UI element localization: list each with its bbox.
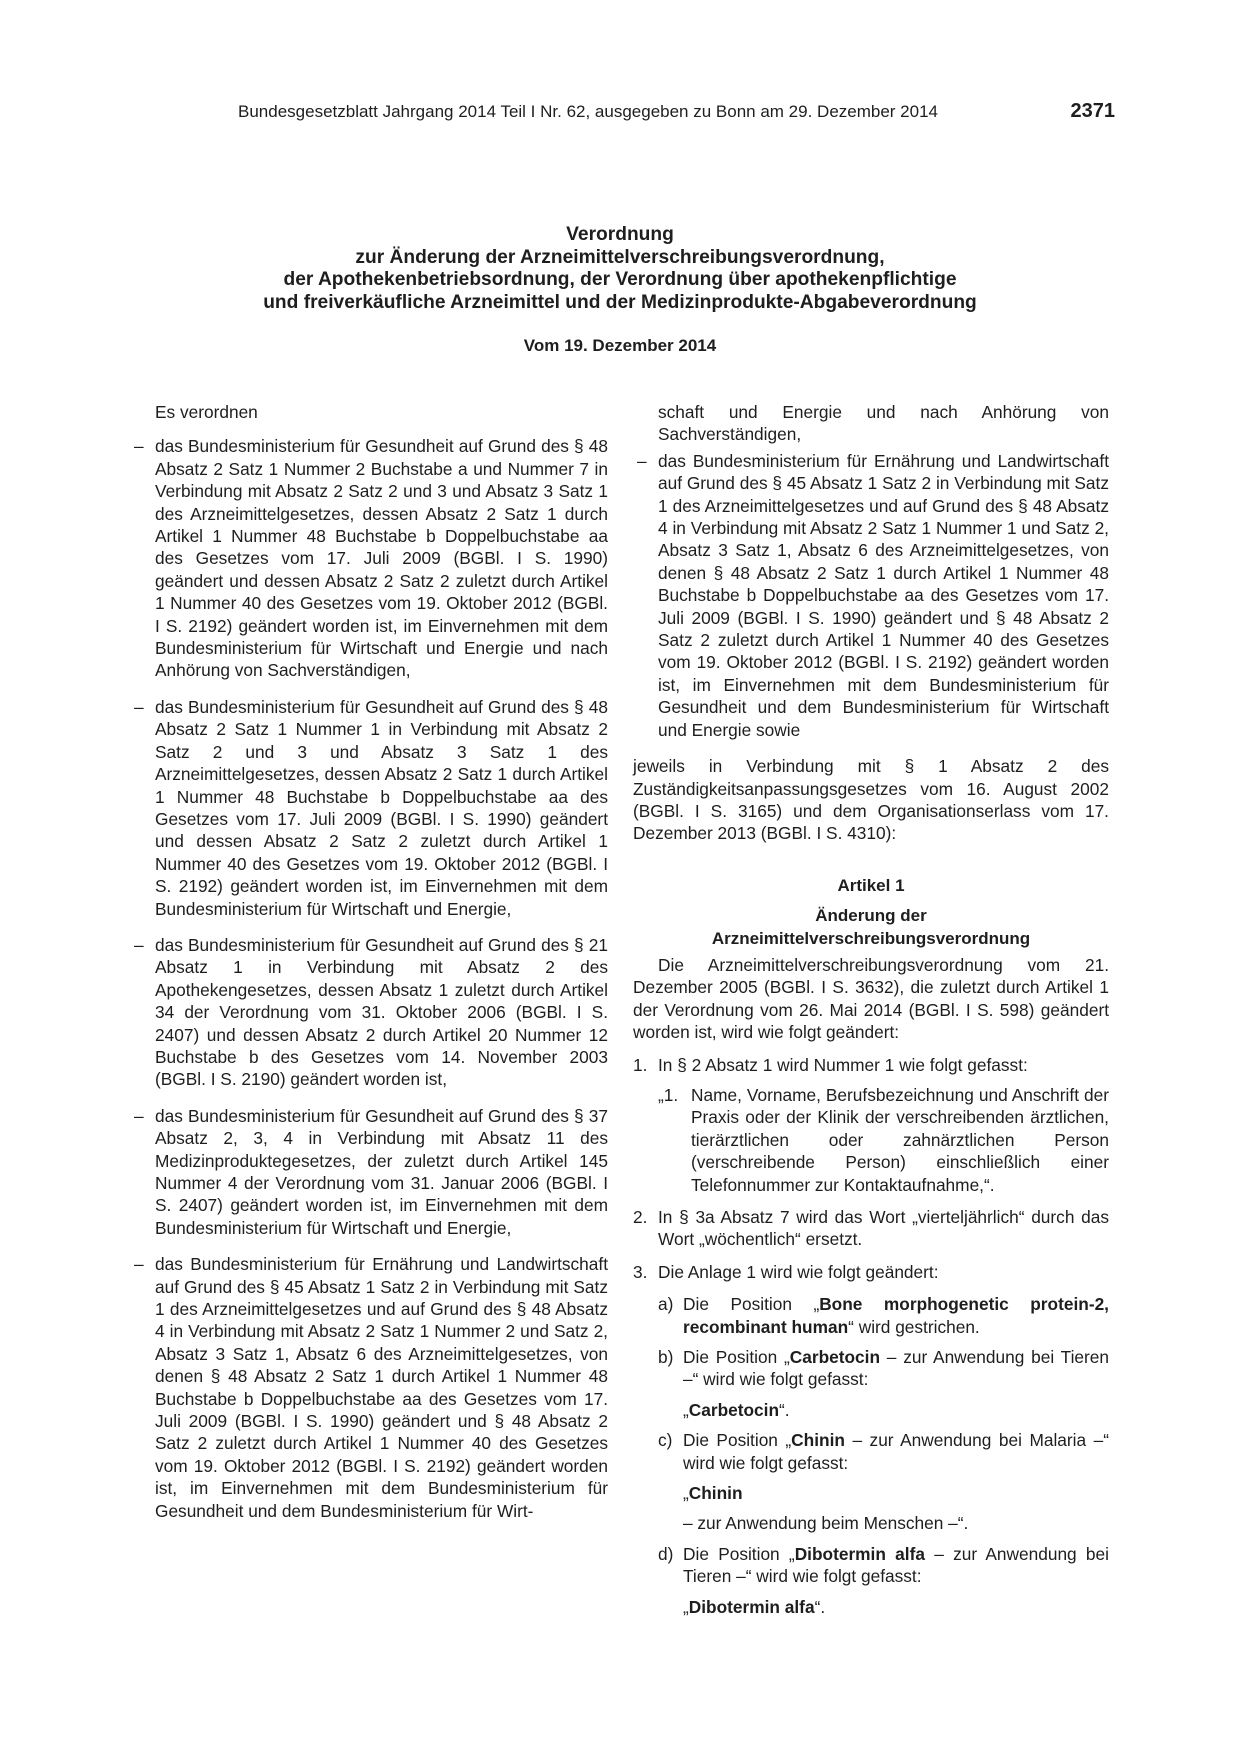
list-item-text: das Bundesministerium für Gesundheit auf Grund des § 48 Absatz 2 Satz 1 Nummer 2 Buchstabe a und Nummer 7 in Verbindung mit Absatz 2 Satz 2 und 3 und Absatz 3 Satz 1 des Arzneimittelgesetzes, dessen Absatz 2 Satz 1 durch Artikel 1 Nummer 48 Buchstabe b Doppelbuchstabe aa des Gesetzes vom 17. Juli 2009 (BGBl. I S. 1990) geändert und dessen Absatz 2 Satz 2 zuletzt durch Artikel 1 Nummer 40 des Gesetzes vom 19. Oktober 2012 (BGBl. I S. 2192) geändert worden ist, im Einvernehmen mit dem Bundesministerium für Wirtschaft und Energie und nach Anhörung von Sachverständigen, [155, 436, 608, 681]
sub-item-text-pre: Die Position „ [683, 1543, 795, 1564]
article-title [633, 905, 1109, 950]
list-item [130, 934, 608, 1091]
quote-text: Name, Vorname, Berufsbezeichnung und Anschrift der Praxis oder der Klinik der verschreibenden ärztlichen, tierärztlichen oder zahnärztlichen Person (verschreibende Person) einschließlich einer Telefonnummer zur Kontaktaufnahme,“. [691, 1084, 1109, 1195]
sub-item-term: Chinin [791, 1430, 845, 1451]
list-item-text: das Bundesministerium für Ernährung und Landwirtschaft auf Grund des § 45 Absatz 1 Satz 2 in Verbindung mit Satz 1 des Arzneimittelgesetzes und auf Grund des § 48 Absatz 4 in Verbindung mit Absatz 2 Satz 1 Nummer 2 und Satz 2, Absatz 3 Satz 1, Absatz 6 des Arzneimittelgesetzes, von denen § 48 Absatz 2 Satz 1 durch Artikel 1 Nummer 48 Buchstabe b Doppelbuchstabe aa des Gesetzes vom 17. Juli 2009 (BGBl. I S. 1990) geändert und § 48 Absatz 2 Satz 2 zuletzt durch Artikel 1 Nummer 40 des Gesetzes vom 19. Oktober 2012 (BGBl. I S. 2192) geändert worden ist, im Einvernehmen mit dem Bundesministerium für Gesundheit und dem Bundesministerium für Wirt- [155, 1254, 608, 1521]
sub-item-text-post: – zur Anwendung bei Tieren –“ wird wie folgt gefasst: [683, 1543, 1109, 1587]
new-term: Dibotermin alfa [688, 1596, 815, 1617]
page-number: 2371 [1070, 100, 1115, 122]
list-item-text: das Bundesministerium für Gesundheit auf Grund des § 37 Absatz 2, 3, 4 in Verbindung mit Absatz 11 des Medizinproduktegesetzes, der zuletzt durch Artikel 145 Nummer 4 der Verordnung vom 31. Januar 2006 (BGBl. I S. 2407) geändert worden ist, im Einvernehmen mit dem Bundesministerium für Wirtschaft und Energie, [155, 1105, 608, 1238]
dash-marker: – [134, 1254, 144, 1275]
item-number: 1. [633, 1054, 648, 1075]
sub-item-term: Carbetocin [789, 1347, 881, 1368]
article-title-line-2: Arzneimittelverschreibungsverordnung [711, 928, 1031, 948]
title-line-3: der Apothekenbetriebsordnung, der Verordnung über apothekenpflichtige [283, 269, 957, 290]
right-column [633, 401, 1109, 1626]
quote-open: „ [683, 1399, 689, 1420]
list-item [633, 450, 1109, 741]
jeweils-paragraph: jeweils in Verbindung mit § 1 Absatz 2 des Zuständigkeitsanpassungsgesetzes vom 16. August 2002 (BGBl. I S. 3165) und dem Organisationserlass vom 17. Dezember 2013 (BGBl. I S. 4310): [633, 756, 1109, 844]
sub-item-marker: d) [658, 1543, 674, 1564]
running-title: Bundesgesetzblatt Jahrgang 2014 Teil I Nr. 62, ausgegeben zu Bonn am 29. Dezember 2014 [238, 102, 938, 121]
sub-item-term: Dibotermin alfa [794, 1543, 925, 1564]
item-number: 3. [633, 1261, 648, 1282]
quote-close: “. [814, 1596, 826, 1617]
sub-item-text-post: – zur Anwendung bei Tieren –“ wird wie folgt gefasst: [683, 1347, 1109, 1390]
list-item [130, 696, 608, 920]
article-title-line-1: Änderung der [815, 906, 927, 926]
article-heading: Artikel 1 [837, 875, 905, 895]
list-item-text: das Bundesministerium für Ernährung und Landwirtschaft auf Grund des § 45 Absatz 1 Satz 2 in Verbindung mit Satz 1 des Arzneimittelgesetzes und auf Grund des § 48 Absatz 4 in Verbindung mit Absatz 2 Satz 1 Nummer 1 und Satz 2, Absatz 3 Satz 1, Absatz 6 des Arzneimittelgesetzes, von denen § 48 Absatz 2 Satz 1 durch Artikel 1 Nummer 48 Buchstabe b Doppelbuchstabe aa des Gesetzes vom 17. Juli 2009 (BGBl. I S. 1990) geändert und § 48 Absatz 2 Satz 2 zuletzt durch Artikel 1 Nummer 40 des Gesetzes vom 19. Oktober 2012 (BGBl. I S. 2192) geändert worden ist, im Einvernehmen mit dem Bundesministerium für Gesundheit und dem Bundesministerium für Wirtschaft und Energie sowie [658, 450, 1109, 740]
item-text: In § 2 Absatz 1 wird Nummer 1 wie folgt gefasst: [658, 1054, 1028, 1075]
amendment-item-2 [633, 1206, 1109, 1251]
new-term: Carbetocin [688, 1399, 780, 1420]
document-date: Vom 19. Dezember 2014 [523, 336, 717, 355]
article-intro: Die Arzneimittelverschreibungsverordnung vom 21. Dezember 2005 (BGBl. I S. 3632), die zuletzt durch Artikel 1 der Verordnung vom 26. Mai 2014 (BGBl. I S. 598) geändert worden ist, wird wie folgt geändert: [633, 954, 1109, 1043]
title-line-4: und freiverkäufliche Arzneimittel und der Medizinprodukte-Abgabeverordnung [263, 291, 977, 313]
running-header [238, 100, 1115, 130]
list-item-text: das Bundesministerium für Gesundheit auf Grund des § 48 Absatz 2 Satz 1 Nummer 1 in Verbindung mit Absatz 2 Satz 2 und 3 und Absatz 3 Satz 1 des Arzneimittelgesetzes, dessen Absatz 2 Satz 1 durch Artikel 1 Nummer 48 Buchstabe b Doppelbuchstabe aa des Gesetzes vom 17. Juli 2009 (BGBl. I S. 1990) geändert und dessen Absatz 2 Satz 2 zuletzt durch Artikel 1 Nummer 40 des Gesetzes vom 19. Oktober 2012 (BGBl. I S. 2192) geändert worden ist, im Einvernehmen mit dem Bundesministerium für Wirtschaft und Energie, [155, 696, 608, 919]
title-line-1: Verordnung [566, 224, 674, 245]
left-column [130, 401, 608, 1536]
quote-close: “. [779, 1399, 790, 1420]
intro-text: Es verordnen [155, 402, 258, 422]
sub-item-d [633, 1543, 1109, 1588]
sub-item-text-pre: Die Position „ [683, 1430, 792, 1451]
dash-marker: – [637, 450, 647, 471]
sub-item-term: Bone morphogenetic protein-2, recombinant human [683, 1294, 1109, 1337]
item-text: Die Anlage 1 wird wie folgt geändert: [658, 1261, 939, 1282]
document-title [200, 224, 1040, 314]
sub-item-b [633, 1346, 1109, 1391]
sub-item-text-post: – zur Anwendung bei Malaria –“ wird wie folgt gefasst: [683, 1430, 1109, 1473]
sub-item-marker: b) [658, 1347, 674, 1368]
sub-item-new-text [633, 1482, 1109, 1504]
sub-item-text-pre: Die Position „ [683, 1294, 820, 1315]
list-item-continuation: schaft und Energie und nach Anhörung von Sachverständigen, [658, 402, 1109, 445]
sub-item-new-text [633, 1596, 1109, 1618]
list-item [130, 1105, 608, 1239]
sub-item-new-text-line-2: – zur Anwendung beim Menschen –“. [683, 1513, 969, 1534]
list-item [130, 1253, 608, 1522]
dash-marker: – [134, 436, 144, 457]
quoted-amendment [633, 1084, 1109, 1196]
quote-marker: „1. [658, 1084, 679, 1105]
sub-item-marker: a) [658, 1294, 674, 1315]
sub-item-c [633, 1429, 1109, 1474]
quote-open: „ [683, 1596, 689, 1617]
dash-marker: – [134, 1105, 144, 1126]
amendment-item-1 [633, 1054, 1109, 1076]
sub-item-new-text [633, 1399, 1109, 1421]
dash-marker: – [134, 696, 144, 717]
item-number: 2. [633, 1207, 648, 1227]
list-item-text: das Bundesministerium für Gesundheit auf Grund des § 21 Absatz 1 in Verbindung mit Absatz 2 des Apothekengesetzes, dessen Absatz 1 zuletzt durch Artikel 34 der Verordnung vom 31. Oktober 2006 (BGBl. I S. 2407) und dessen Absatz 2 durch Artikel 20 Nummer 12 Buchstabe b des Gesetzes vom 14. November 2003 (BGBl. I S. 2190) geändert worden ist, [155, 934, 608, 1090]
sub-item-text-post: “ wird gestrichen. [848, 1316, 980, 1337]
quote-open: „ [683, 1483, 689, 1504]
sub-item-a [633, 1293, 1109, 1338]
sub-item-marker: c) [658, 1430, 673, 1451]
title-line-2: zur Änderung der Arzneimittelverschreibungsverordnung, [355, 246, 885, 268]
dash-marker: – [134, 934, 144, 955]
list-item [130, 435, 608, 681]
amendment-item-3 [633, 1261, 1109, 1283]
item-text: In § 3a Absatz 7 wird das Wort „vierteljährlich“ durch das Wort „wöchentlich“ ersetzt. [658, 1207, 1109, 1250]
new-term: Chinin [688, 1483, 743, 1504]
sub-item-text-pre: Die Position „ [683, 1347, 790, 1368]
